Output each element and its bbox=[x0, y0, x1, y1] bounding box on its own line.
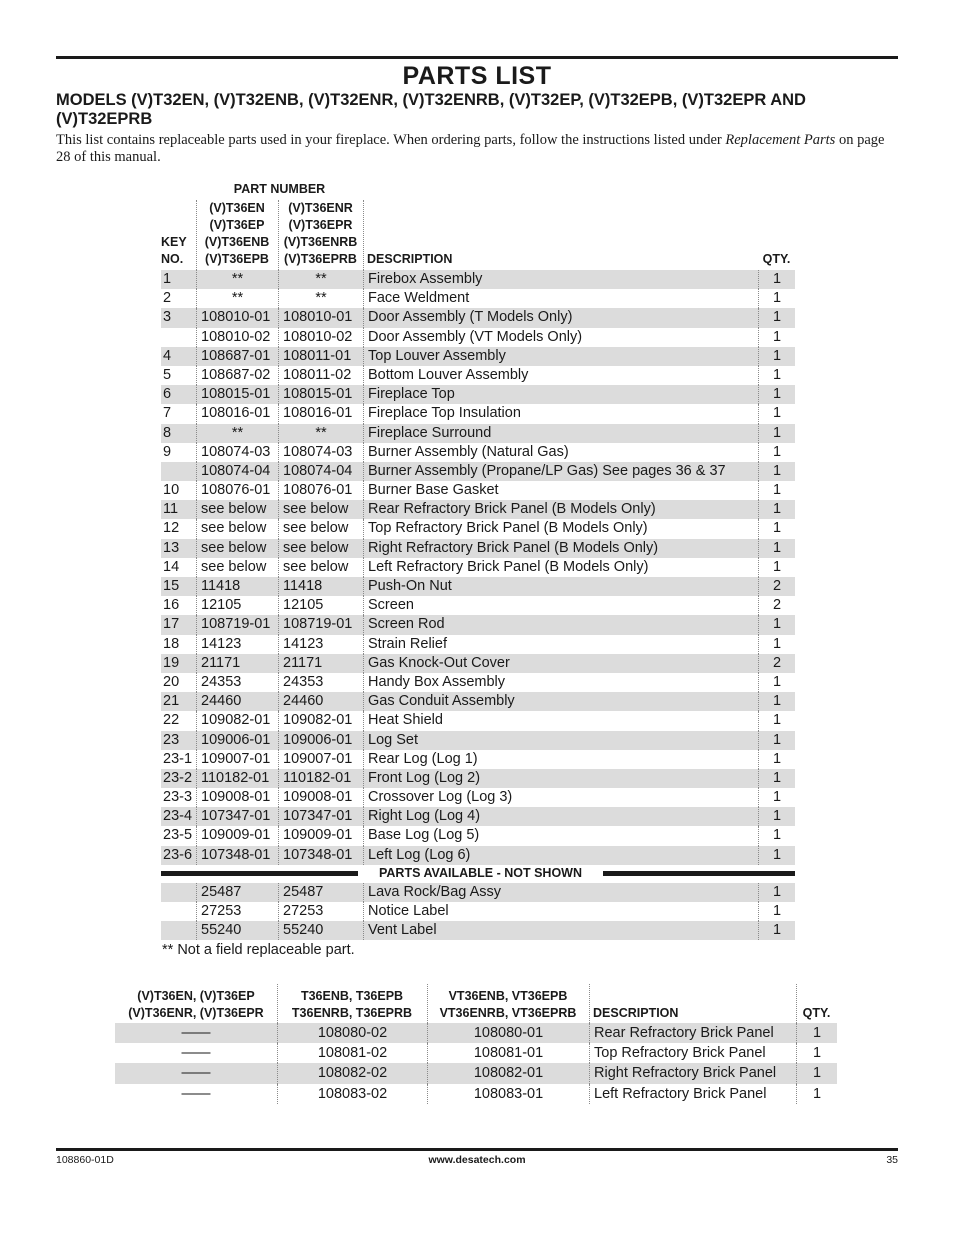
description-cell: Fireplace Surround bbox=[363, 424, 758, 443]
description-cell: Gas Conduit Assembly bbox=[363, 692, 758, 711]
key-cell: 8 bbox=[163, 424, 172, 441]
part-number-cell: 108082-01 bbox=[427, 1063, 589, 1083]
key-cell: 3 bbox=[163, 309, 172, 326]
qty-cell: 1 bbox=[758, 385, 795, 404]
table-row bbox=[161, 443, 795, 462]
description-cell: Log Set bbox=[363, 731, 758, 750]
col1-line: (V)T36ENB bbox=[204, 235, 270, 249]
table-row bbox=[161, 846, 795, 865]
qty-cell: 1 bbox=[758, 558, 795, 577]
description-cell: Face Weldment bbox=[363, 289, 758, 308]
part-number-cell: 108687-01 bbox=[196, 347, 278, 366]
brick-col2-line: T36ENRB, T36EPRB bbox=[291, 1006, 413, 1020]
qty-cell: 1 bbox=[758, 500, 795, 519]
description-cell: Door Assembly (VT Models Only) bbox=[363, 328, 758, 347]
brick-qty-header: QTY. bbox=[802, 1006, 831, 1020]
key-cell bbox=[161, 902, 196, 921]
description-cell: Crossover Log (Log 3) bbox=[363, 788, 758, 807]
part-number-cell: 108015-01 bbox=[196, 385, 278, 404]
description-cell: Burner Assembly (Natural Gas) bbox=[363, 443, 758, 462]
brick-description-header: DESCRIPTION bbox=[593, 1006, 679, 1020]
description-cell: Heat Shield bbox=[363, 711, 758, 730]
key-cell: 23-5 bbox=[163, 827, 193, 844]
parts-table bbox=[161, 180, 795, 960]
part-number-cell: 24353 bbox=[196, 673, 278, 692]
qty-cell: 1 bbox=[758, 462, 795, 481]
part-number-cell: 21171 bbox=[196, 654, 278, 673]
qty-header: QTY. bbox=[762, 252, 791, 266]
table-row bbox=[161, 328, 795, 347]
table-row bbox=[161, 750, 795, 769]
part-number-cell: 108082-02 bbox=[277, 1063, 427, 1083]
table-row bbox=[161, 731, 795, 750]
table-row bbox=[161, 788, 795, 807]
part-number-cell: 27253 bbox=[196, 902, 278, 921]
part-number-cell: 108011-02 bbox=[278, 366, 363, 385]
qty-cell: 1 bbox=[758, 615, 795, 634]
qty-cell: 1 bbox=[758, 807, 795, 826]
part-number-cell: 109007-01 bbox=[278, 750, 363, 769]
part-number-cell: 55240 bbox=[196, 921, 278, 940]
brick-col3-line: VT36ENRB, VT36EPRB bbox=[439, 1006, 577, 1020]
brick-cell: —— bbox=[181, 1085, 211, 1102]
description-cell: Base Log (Log 5) bbox=[363, 826, 758, 845]
key-cell: 2 bbox=[163, 290, 172, 307]
table-row bbox=[161, 769, 795, 788]
part-number-cell: 107347-01 bbox=[278, 807, 363, 826]
qty-cell: 1 bbox=[758, 366, 795, 385]
qty-cell: 1 bbox=[758, 328, 795, 347]
part-number-cell: 108016-01 bbox=[278, 404, 363, 423]
key-cell: 5 bbox=[163, 366, 172, 383]
table-row bbox=[161, 902, 795, 921]
description-cell: Screen bbox=[363, 596, 758, 615]
page-number: 35 bbox=[886, 1154, 898, 1166]
part-number-cell: 12105 bbox=[278, 596, 363, 615]
description-cell: Door Assembly (T Models Only) bbox=[363, 308, 758, 327]
qty-cell: 2 bbox=[758, 577, 795, 596]
key-cell: 4 bbox=[163, 347, 172, 364]
qty-cell: 1 bbox=[758, 308, 795, 327]
part-number-cell: see below bbox=[196, 500, 278, 519]
key-cell bbox=[161, 921, 196, 940]
description-header: DESCRIPTION bbox=[367, 252, 453, 266]
description-cell: Top Refractory Brick Panel (B Models Only) bbox=[363, 519, 758, 538]
part-number-cell: 108010-02 bbox=[196, 328, 278, 347]
qty-cell: 1 bbox=[796, 1023, 837, 1043]
key-cell: 7 bbox=[163, 405, 172, 422]
parts-available-label: PARTS AVAILABLE - NOT SHOWN bbox=[379, 865, 582, 880]
parts-available-divider bbox=[161, 865, 795, 883]
description-cell: Strain Relief bbox=[363, 635, 758, 654]
key-cell: 23-1 bbox=[163, 750, 193, 767]
part-number-cell: 12105 bbox=[196, 596, 278, 615]
description-cell: Front Log (Log 2) bbox=[363, 769, 758, 788]
part-number-cell: 108687-02 bbox=[196, 366, 278, 385]
key-cell: 17 bbox=[163, 616, 180, 633]
brick-col1-line: (V)T36EN, (V)T36EP bbox=[137, 989, 255, 1003]
divider-bar-right bbox=[603, 871, 795, 876]
qty-cell: 1 bbox=[758, 347, 795, 366]
col2-line: (V)T36EPR bbox=[288, 218, 353, 232]
part-number-cell: 109008-01 bbox=[278, 788, 363, 807]
key-cell: 15 bbox=[163, 578, 180, 594]
intro-text-italic: Replacement Parts bbox=[725, 132, 836, 148]
description-cell: Left Log (Log 6) bbox=[363, 846, 758, 865]
part-number-cell: 109006-01 bbox=[196, 731, 278, 750]
part-number-cell: 108080-01 bbox=[427, 1023, 589, 1043]
table-row bbox=[161, 673, 795, 692]
description-cell: Push-On Nut bbox=[363, 577, 758, 596]
website-link[interactable]: www.desatech.com bbox=[428, 1154, 526, 1166]
description-cell: Top Refractory Brick Panel bbox=[589, 1043, 796, 1063]
table-row bbox=[161, 519, 795, 538]
description-cell: Bottom Louver Assembly bbox=[363, 366, 758, 385]
table-row bbox=[161, 654, 795, 673]
parts-available-body bbox=[161, 883, 795, 941]
key-cell: 23-3 bbox=[163, 789, 193, 806]
header-divider bbox=[363, 200, 364, 270]
qty-cell: 1 bbox=[758, 673, 795, 692]
table-row bbox=[115, 1063, 837, 1083]
table-row bbox=[161, 883, 795, 902]
table-row bbox=[161, 289, 795, 308]
description-cell: Burner Base Gasket bbox=[363, 481, 758, 500]
qty-cell: 1 bbox=[758, 731, 795, 750]
key-cell: 22 bbox=[163, 712, 180, 729]
part-number-cell: ** bbox=[196, 424, 278, 443]
part-number-cell: 108015-01 bbox=[278, 385, 363, 404]
key-cell: 23-6 bbox=[163, 846, 193, 863]
parts-table-body bbox=[161, 270, 795, 865]
table-row bbox=[161, 308, 795, 327]
key-cell: 16 bbox=[163, 597, 180, 614]
key-cell: 13 bbox=[163, 539, 180, 556]
models-heading: MODELS (V)T32EN, (V)T32ENB, (V)T32ENR, (V)T32ENRB, (V)T32EP, (V)T32EPB, (V)T32EPR AND (V)T32EPRB bbox=[56, 91, 806, 128]
part-number-cell: 109009-01 bbox=[196, 826, 278, 845]
part-number-header: PART NUMBER bbox=[233, 182, 326, 196]
table-row bbox=[161, 270, 795, 289]
col2-line: (V)T36EPRB bbox=[284, 252, 357, 266]
bottom-rule bbox=[56, 1148, 898, 1151]
brick-col3-line: VT36ENB, VT36EPB bbox=[448, 989, 568, 1003]
part-number-cell: 108010-01 bbox=[196, 308, 278, 327]
key-line: KEY bbox=[161, 235, 187, 249]
brick-table-header bbox=[115, 984, 837, 1023]
description-cell: Vent Label bbox=[363, 921, 758, 940]
intro-text-end: on page 28 of this manual. bbox=[56, 132, 885, 165]
key-cell: 23-2 bbox=[163, 769, 193, 786]
part-number-cell: 24353 bbox=[278, 673, 363, 692]
qty-cell: 1 bbox=[796, 1084, 837, 1104]
part-number-col1-header bbox=[196, 200, 278, 268]
qty-cell: 1 bbox=[758, 270, 795, 289]
part-number-cell: 25487 bbox=[278, 883, 363, 902]
table-row bbox=[161, 711, 795, 730]
table-row bbox=[115, 1084, 837, 1104]
qty-cell: 1 bbox=[796, 1063, 837, 1083]
qty-cell: 1 bbox=[758, 539, 795, 558]
description-cell: Gas Knock-Out Cover bbox=[363, 654, 758, 673]
part-number-cell: 109009-01 bbox=[278, 826, 363, 845]
part-number-cell: 109008-01 bbox=[196, 788, 278, 807]
part-number-cell: 108010-02 bbox=[278, 328, 363, 347]
table-row bbox=[161, 692, 795, 711]
part-number-cell: 14123 bbox=[196, 635, 278, 654]
qty-cell: 1 bbox=[758, 443, 795, 462]
qty-cell: 1 bbox=[758, 692, 795, 711]
qty-cell: 2 bbox=[758, 654, 795, 673]
key-cell: 9 bbox=[163, 443, 172, 460]
brick-cell: —— bbox=[181, 1025, 211, 1041]
brick-panel-table bbox=[115, 984, 837, 1104]
part-number-cell: 27253 bbox=[278, 902, 363, 921]
part-number-cell: ** bbox=[278, 424, 363, 443]
table-row bbox=[161, 921, 795, 940]
header-divider bbox=[278, 200, 279, 270]
description-cell: Firebox Assembly bbox=[363, 270, 758, 289]
description-cell: Top Louver Assembly bbox=[363, 347, 758, 366]
key-no-header bbox=[161, 234, 193, 268]
key-cell: 6 bbox=[163, 386, 172, 403]
key-cell bbox=[161, 462, 196, 481]
qty-cell: 1 bbox=[758, 750, 795, 769]
part-number-cell: 109082-01 bbox=[196, 711, 278, 730]
brick-col1-line: (V)T36ENR, (V)T36EPR bbox=[128, 1006, 264, 1020]
part-number-cell: see below bbox=[278, 539, 363, 558]
key-cell: 21 bbox=[163, 693, 180, 710]
col1-line: (V)T36EP bbox=[209, 218, 265, 232]
brick-header-divider bbox=[277, 984, 278, 1023]
part-number-cell: see below bbox=[278, 519, 363, 538]
part-number-cell: 107347-01 bbox=[196, 807, 278, 826]
qty-cell: 1 bbox=[758, 846, 795, 865]
description-cell: Right Log (Log 4) bbox=[363, 807, 758, 826]
description-cell: Notice Label bbox=[363, 902, 758, 921]
key-cell: 12 bbox=[163, 520, 180, 537]
part-number-cell: 108083-01 bbox=[427, 1084, 589, 1104]
qty-cell: 1 bbox=[758, 769, 795, 788]
description-cell: Left Refractory Brick Panel (B Models Only) bbox=[363, 558, 758, 577]
brick-header-divider bbox=[796, 984, 797, 1023]
part-number-cell: 108010-01 bbox=[278, 308, 363, 327]
part-number-cell: 55240 bbox=[278, 921, 363, 940]
brick-col2-header bbox=[277, 988, 427, 1022]
part-number-cell: 108080-02 bbox=[277, 1023, 427, 1043]
part-number-cell: ** bbox=[278, 289, 363, 308]
table-row bbox=[161, 462, 795, 481]
col2-line: (V)T36ENR bbox=[288, 201, 353, 215]
part-number-cell: 108016-01 bbox=[196, 404, 278, 423]
part-number-cell: 109007-01 bbox=[196, 750, 278, 769]
part-number-cell: 24460 bbox=[278, 692, 363, 711]
divider-bar-left bbox=[161, 871, 358, 876]
part-number-cell: 110182-01 bbox=[196, 769, 278, 788]
key-cell: 18 bbox=[163, 635, 180, 652]
qty-cell: 1 bbox=[758, 902, 795, 921]
intro-text-start: This list contains replaceable parts used in your fireplace. When ordering parts, follow the instructions listed under bbox=[56, 132, 726, 148]
qty-cell: 1 bbox=[796, 1043, 837, 1063]
table-row bbox=[161, 385, 795, 404]
key-cell: 1 bbox=[163, 271, 172, 287]
part-number-cell: 108074-04 bbox=[278, 462, 363, 481]
qty-cell: 1 bbox=[758, 635, 795, 654]
description-cell: Handy Box Assembly bbox=[363, 673, 758, 692]
part-number-cell: 14123 bbox=[278, 635, 363, 654]
part-number-cell: 24460 bbox=[196, 692, 278, 711]
part-number-cell: 109082-01 bbox=[278, 711, 363, 730]
table-row bbox=[115, 1023, 837, 1043]
description-cell: Right Refractory Brick Panel bbox=[589, 1063, 796, 1083]
qty-cell: 1 bbox=[758, 404, 795, 423]
table-row bbox=[161, 347, 795, 366]
part-number-cell: 108074-03 bbox=[278, 443, 363, 462]
description-cell: Left Refractory Brick Panel bbox=[589, 1084, 796, 1104]
part-number-cell: 108081-02 bbox=[277, 1043, 427, 1063]
key-cell: 10 bbox=[163, 482, 180, 499]
col1-line: (V)T36EN bbox=[209, 201, 265, 215]
part-number-cell: 108074-04 bbox=[196, 462, 278, 481]
key-line: NO. bbox=[161, 252, 184, 266]
part-number-cell: see below bbox=[196, 519, 278, 538]
part-number-cell: see below bbox=[278, 500, 363, 519]
header-divider bbox=[196, 200, 197, 270]
table-row bbox=[161, 596, 795, 615]
description-cell: Fireplace Top bbox=[363, 385, 758, 404]
part-number-cell: 108076-01 bbox=[196, 481, 278, 500]
table-row bbox=[161, 635, 795, 654]
qty-cell: 1 bbox=[758, 921, 795, 940]
part-number-cell: 108076-01 bbox=[278, 481, 363, 500]
qty-cell: 1 bbox=[758, 826, 795, 845]
key-cell: 14 bbox=[163, 558, 180, 575]
doc-number: 108860-01D bbox=[56, 1154, 114, 1166]
key-cell bbox=[161, 883, 196, 902]
part-number-cell: 108011-01 bbox=[278, 347, 363, 366]
description-cell: Burner Assembly (Propane/LP Gas) See pages 36 & 37 bbox=[363, 462, 758, 481]
part-number-cell: 107348-01 bbox=[278, 846, 363, 865]
part-number-cell: 108081-01 bbox=[427, 1043, 589, 1063]
table-row bbox=[115, 1043, 837, 1063]
key-cell: 23 bbox=[163, 731, 180, 748]
qty-cell: 1 bbox=[758, 788, 795, 807]
table-row bbox=[161, 404, 795, 423]
part-number-cell: 107348-01 bbox=[196, 846, 278, 865]
qty-cell: 1 bbox=[758, 711, 795, 730]
part-number-cell: 11418 bbox=[196, 577, 278, 596]
part-number-col2-header bbox=[278, 200, 363, 268]
brick-header-divider bbox=[589, 984, 590, 1023]
table-row bbox=[161, 826, 795, 845]
key-cell: 20 bbox=[163, 673, 180, 690]
table-row bbox=[161, 807, 795, 826]
key-cell: 19 bbox=[163, 654, 180, 671]
part-number-cell: ** bbox=[196, 289, 278, 308]
part-number-cell: 109006-01 bbox=[278, 731, 363, 750]
table-row bbox=[161, 539, 795, 558]
qty-cell: 1 bbox=[758, 424, 795, 443]
table-row bbox=[161, 558, 795, 577]
part-number-cell: 25487 bbox=[196, 883, 278, 902]
part-number-cell: 11418 bbox=[278, 577, 363, 596]
footnote: ** Not a field replaceable part. bbox=[162, 942, 355, 959]
qty-cell: 1 bbox=[758, 481, 795, 500]
description-cell: Lava Rock/Bag Assy bbox=[363, 883, 758, 902]
brick-cell: —— bbox=[181, 1065, 211, 1082]
top-rule bbox=[56, 56, 898, 59]
qty-cell: 2 bbox=[758, 596, 795, 615]
qty-cell: 1 bbox=[758, 519, 795, 538]
part-number-cell: 110182-01 bbox=[278, 769, 363, 788]
description-cell: Rear Refractory Brick Panel (B Models Only) bbox=[363, 500, 758, 519]
qty-cell: 1 bbox=[758, 883, 795, 902]
description-cell: Fireplace Top Insulation bbox=[363, 404, 758, 423]
intro-paragraph bbox=[56, 132, 901, 166]
table-row bbox=[161, 577, 795, 596]
key-cell: 11 bbox=[163, 501, 179, 518]
parts-table-header bbox=[161, 180, 795, 270]
part-number-cell: ** bbox=[278, 270, 363, 289]
key-cell bbox=[161, 328, 196, 347]
part-number-cell: ** bbox=[196, 270, 278, 289]
brick-col2-line: T36ENB, T36EPB bbox=[300, 989, 404, 1003]
table-row bbox=[161, 500, 795, 519]
description-cell: Rear Refractory Brick Panel bbox=[589, 1023, 796, 1043]
key-cell: 23-4 bbox=[163, 808, 193, 825]
brick-header-divider bbox=[427, 984, 428, 1023]
description-cell: Rear Log (Log 1) bbox=[363, 750, 758, 769]
part-number-cell: 108074-03 bbox=[196, 443, 278, 462]
qty-cell: 1 bbox=[758, 289, 795, 308]
table-row bbox=[161, 481, 795, 500]
brick-cell: —— bbox=[181, 1045, 211, 1062]
part-number-cell: 108719-01 bbox=[278, 615, 363, 634]
table-row bbox=[161, 615, 795, 634]
part-number-cell: see below bbox=[196, 558, 278, 577]
table-row bbox=[161, 366, 795, 385]
description-cell: Screen Rod bbox=[363, 615, 758, 634]
description-cell: Right Refractory Brick Panel (B Models Only) bbox=[363, 539, 758, 558]
part-number-cell: see below bbox=[196, 539, 278, 558]
table-row bbox=[161, 424, 795, 443]
page-title: PARTS LIST bbox=[402, 62, 552, 90]
col2-line: (V)T36ENRB bbox=[283, 235, 358, 249]
brick-table-body bbox=[115, 1023, 837, 1104]
part-number-cell: 108719-01 bbox=[196, 615, 278, 634]
brick-col3-header bbox=[427, 988, 589, 1022]
part-number-cell: 108083-02 bbox=[277, 1084, 427, 1104]
brick-col1-header bbox=[115, 988, 277, 1022]
part-number-cell: see below bbox=[278, 558, 363, 577]
part-number-cell: 21171 bbox=[278, 654, 363, 673]
col1-line: (V)T36EPB bbox=[205, 252, 269, 266]
